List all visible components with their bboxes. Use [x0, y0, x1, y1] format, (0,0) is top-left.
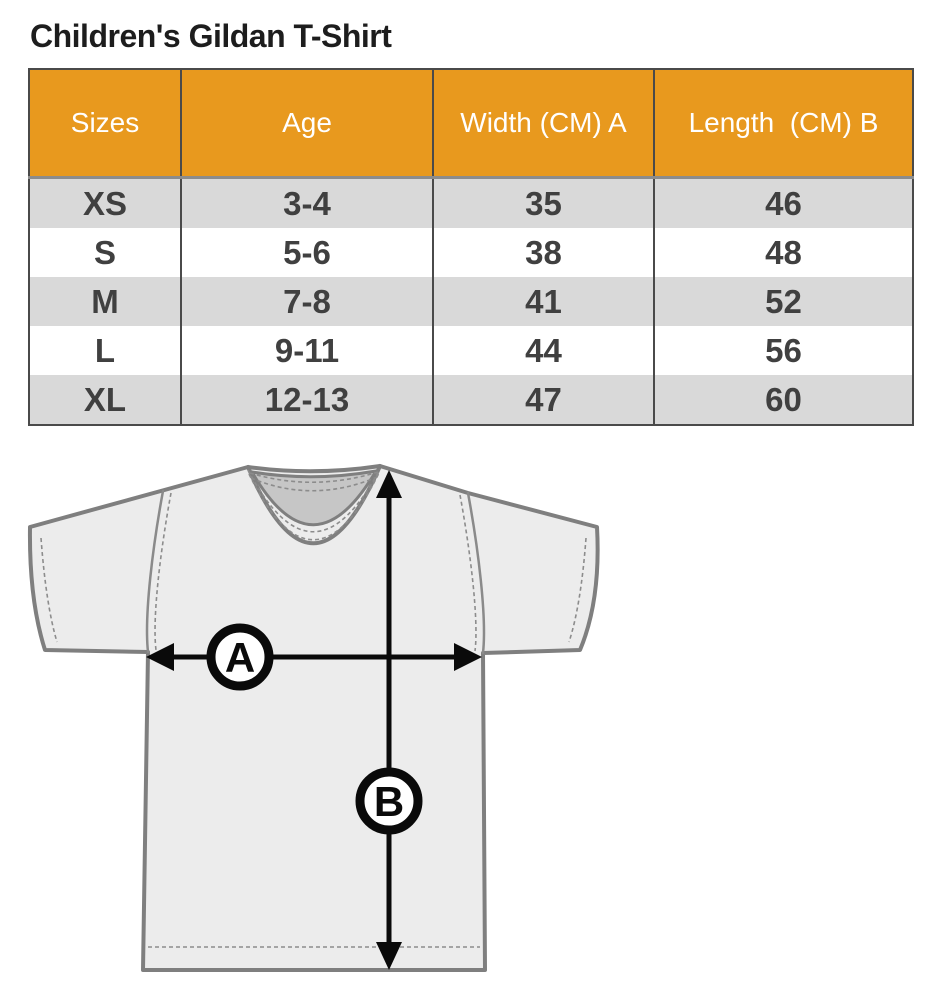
size-chart-table — [28, 68, 914, 426]
length-cell: 46 — [654, 178, 913, 229]
length-cell: 48 — [654, 228, 913, 277]
width-label: A — [224, 634, 256, 681]
length-cell: 52 — [654, 277, 913, 326]
table-row — [29, 178, 913, 229]
age-cell: 3-4 — [181, 178, 433, 229]
header-row — [29, 69, 913, 178]
age-cell: 5-6 — [181, 228, 433, 277]
width-cell: 47 — [433, 375, 654, 425]
width-cell: 38 — [433, 228, 654, 277]
size-cell: M — [29, 277, 181, 326]
size-cell: XS — [29, 178, 181, 229]
table-row — [29, 277, 913, 326]
age-cell: 12-13 — [181, 375, 433, 425]
page-title: Children's Gildan T-Shirt — [30, 18, 392, 54]
table-row — [29, 326, 913, 375]
size-cell: S — [29, 228, 181, 277]
age-cell: 7-8 — [181, 277, 433, 326]
size-cell: XL — [29, 375, 181, 425]
table-row — [29, 375, 913, 425]
size-cell: L — [29, 326, 181, 375]
header-width: Width (CM) A — [433, 69, 654, 178]
header-age: Age — [181, 69, 433, 178]
header-length: Length (CM) B — [654, 69, 913, 178]
width-cell: 41 — [433, 277, 654, 326]
tshirt-measurement-diagram — [0, 430, 940, 1007]
width-cell: 44 — [433, 326, 654, 375]
table-row — [29, 228, 913, 277]
length-cell: 60 — [654, 375, 913, 425]
length-cell: 56 — [654, 326, 913, 375]
age-cell: 9-11 — [181, 326, 433, 375]
width-cell: 35 — [433, 178, 654, 229]
length-label: B — [373, 778, 405, 825]
header-sizes: Sizes — [29, 69, 181, 178]
